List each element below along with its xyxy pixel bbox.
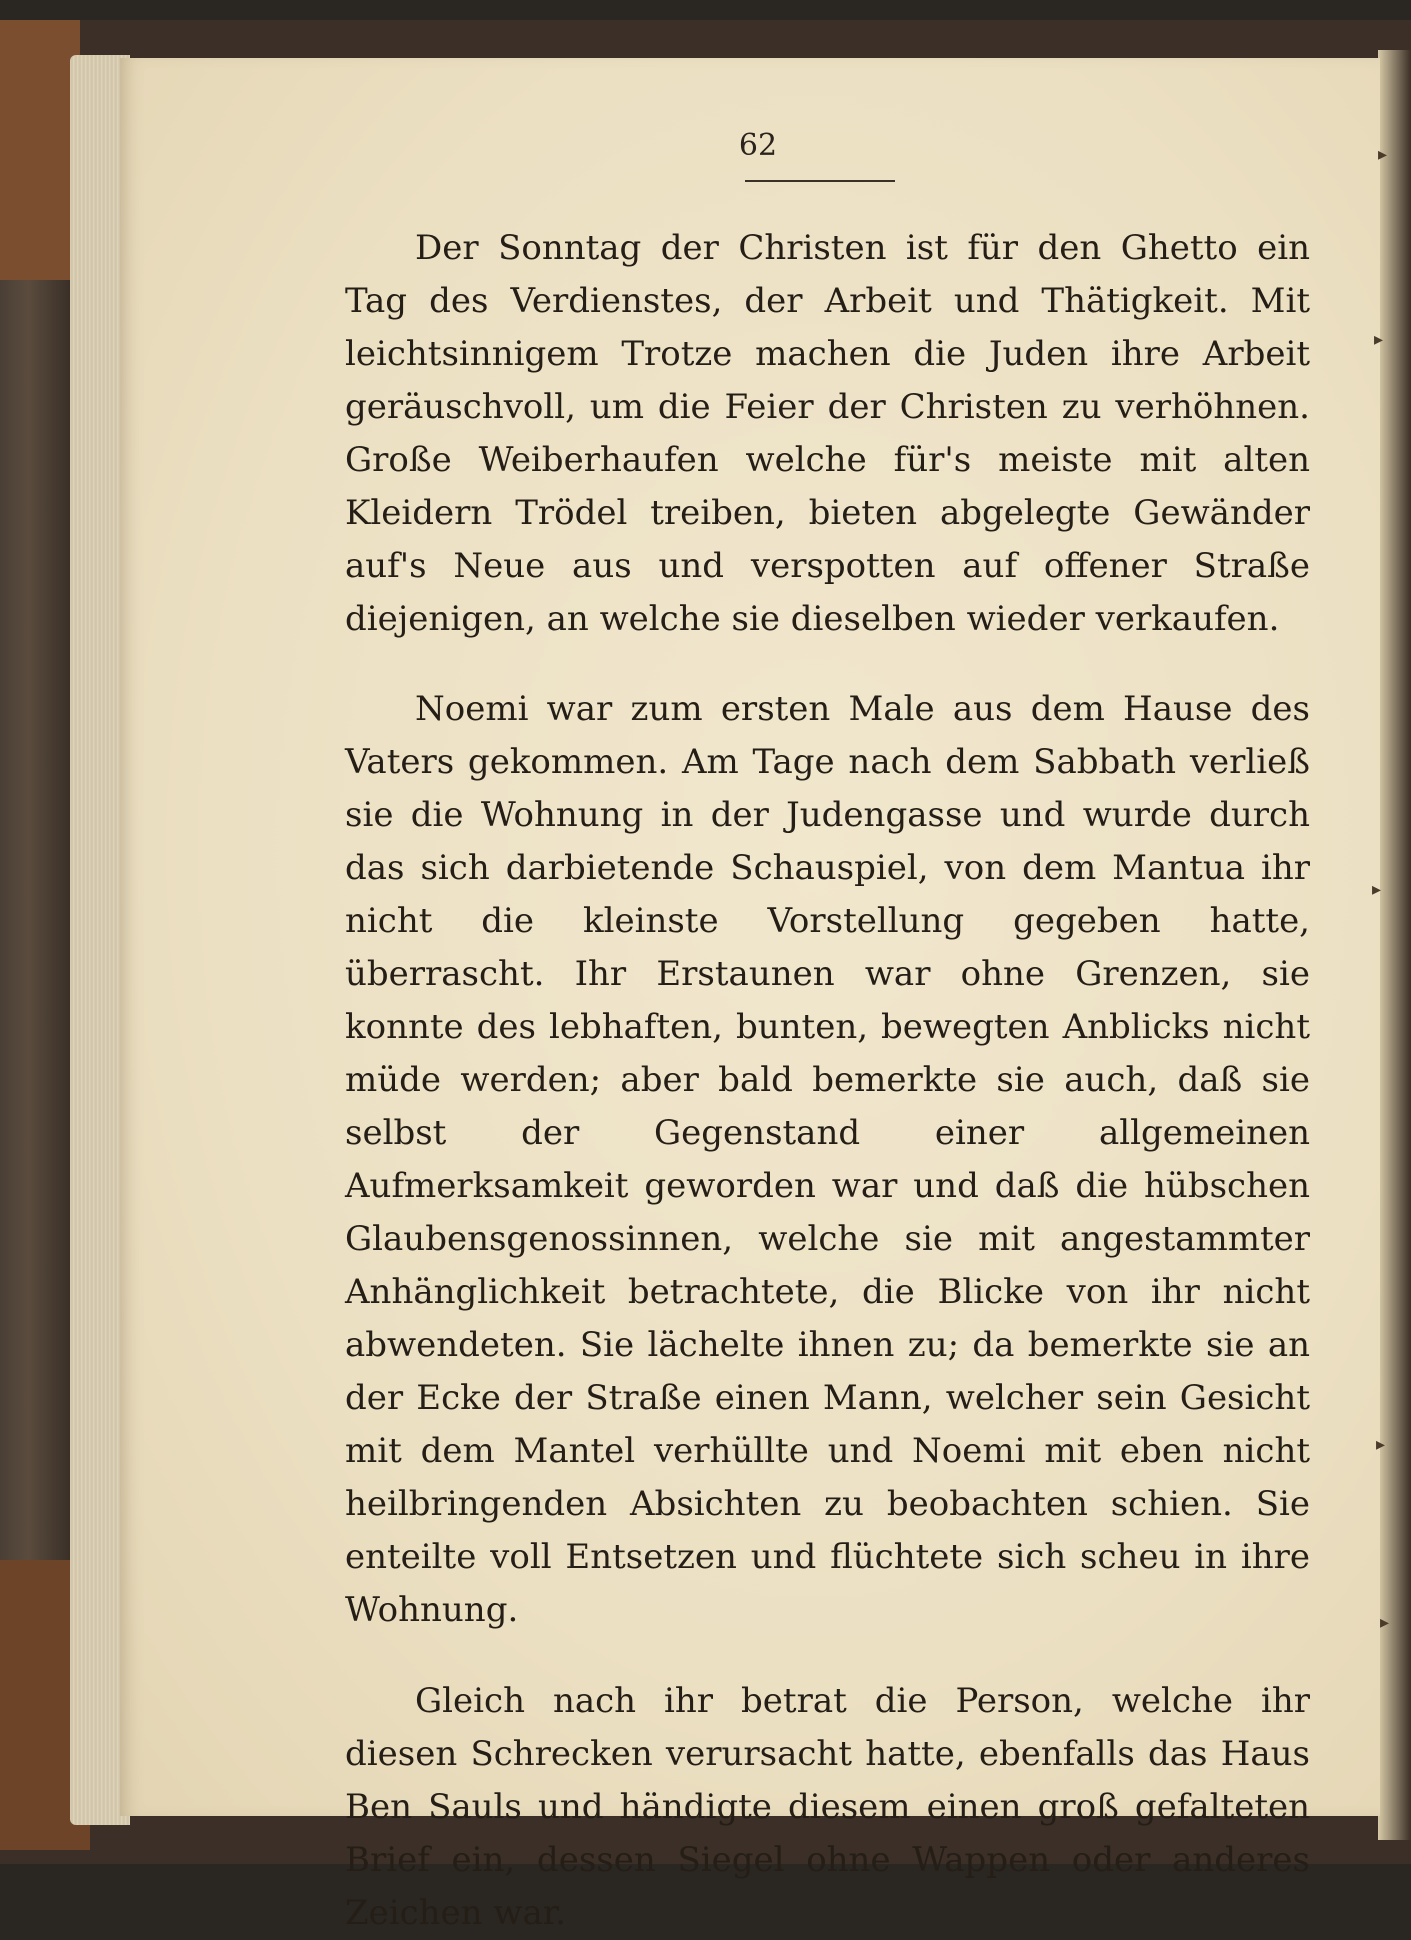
margin-mark: ▸ [1372,879,1382,900]
body-text [345,222,1310,1940]
paragraph-1: Der Sonntag der Christen ist für den Ghetto ein Tag des Verdienstes, der Arbeit und Thätigkeit. Mit leichtsinnigem Trotze machen die Juden ihre Arbeit geräuschvoll, um die Feier der Christen zu verhöhnen. Große Weiberhaufen welche für's meiste mit alten Kleidern Trödel treiben, bieten abgelegte Gewänder auf's Neue aus und verspotten auf offener Straße diejenigen, an welche sie dieselben wieder verkaufen. [345,228,1310,639]
margin-mark: ▸ [1378,144,1388,165]
margin-mark: ▸ [1376,1434,1386,1455]
paragraph-3: Gleich nach ihr betrat die Person, welche ihr diesen Schrecken verursacht hatte, ebenfalls das Haus Ben Sauls und händigte diesem einen groß gefalteten Brief ein, dessen Siegel ohne Wappen oder anderes Zeichen war. [345,1681,1310,1933]
margin-mark: ▸ [1374,329,1384,350]
page-number: 62 [738,128,778,163]
margin-mark: ▸ [1380,1612,1390,1633]
paragraph-2: Noemi war zum ersten Male aus dem Hause des Vaters gekommen. Am Tage nach dem Sabbath verließ sie die Wohnung in der Judengasse und wurde durch das sich darbietende Schauspiel, von dem Mantua ihr nicht die kleinste Vorstellung gegeben hatte, überrascht. Ihr Erstaunen war ohne Grenzen, sie konnte des lebhaften, bunten, bewegten Anblicks nicht müde werden; aber bald bemerkte sie auch, daß sie selbst der Gegenstand einer allgemeinen Aufmerksamkeit geworden war und daß die hübschen Glaubensgenossinnen, welche sie mit angestammter Anhänglichkeit betrachtete, die Blicke von ihr nicht abwendeten. Sie lächelte ihnen zu; da bemerkte sie an der Ecke der Straße einen Mann, welcher sein Gesicht mit dem Mantel verhüllte und Noemi mit eben nicht heilbringenden Absichten zu beobachten schien. Sie enteilte voll Entsetzen und flüchtete sich scheu in ihre Wohnung. [345,689,1310,1630]
right-page-edge [1378,50,1411,1840]
page-number-container [0,128,1411,163]
header-rule [745,180,895,182]
